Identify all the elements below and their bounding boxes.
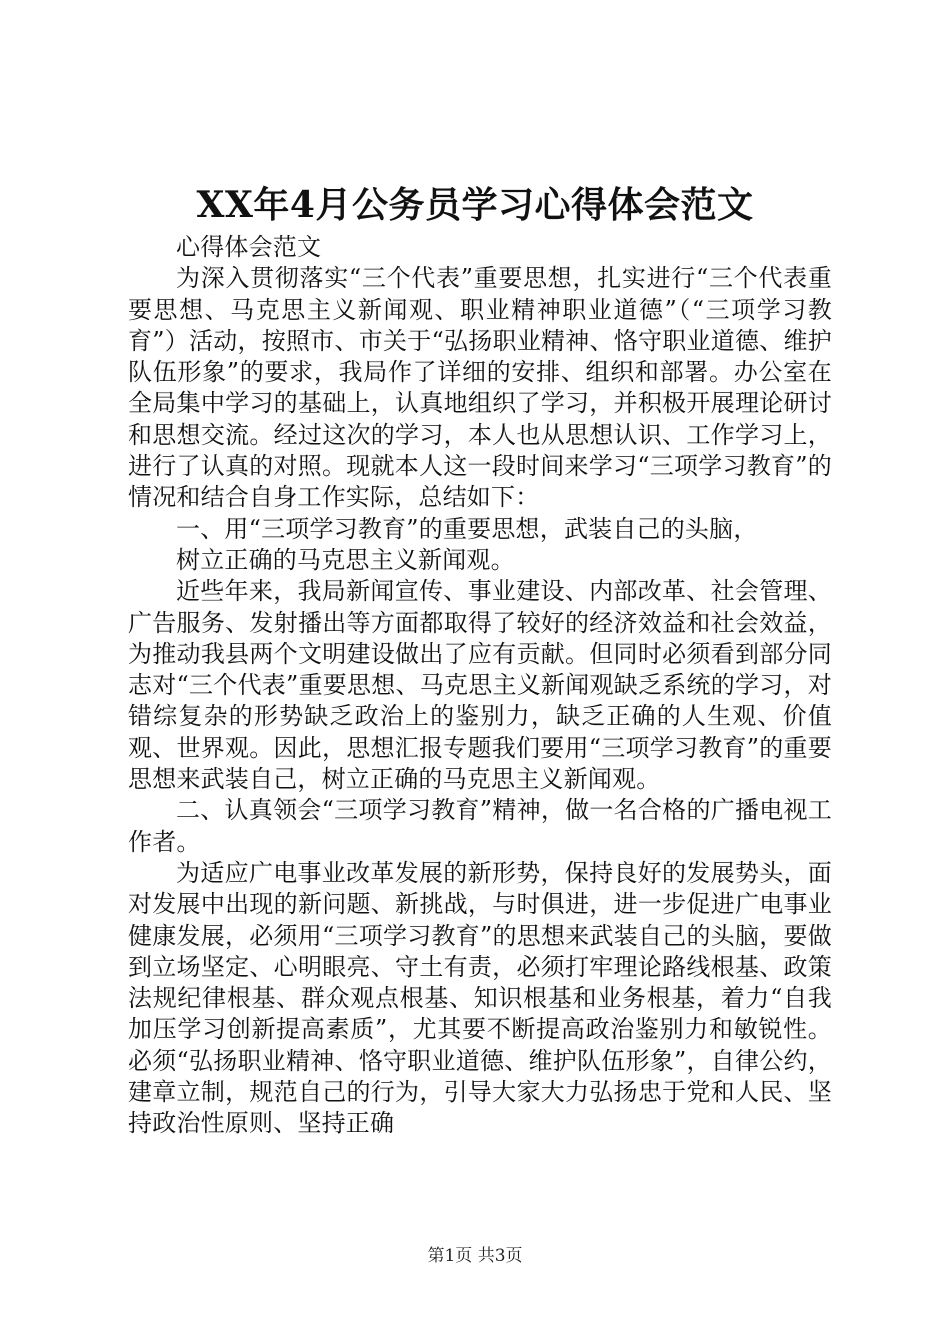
paragraph-intro: 为深入贯彻落实“三个代表”重要思想，扎实进行“三个代表重要思想、马克思主义新闻观、职业精神职业道德”（“三项学习教育”）活动，按照市、市关于“弘扬职业精神、恪守职业道德、维护队伍形象”的要求，我局作了详细的安排、组织和部署。办公室在全局集中学习的基础上，认真地组织了学习，并积极开展理论研讨和思想交流。经过这次的学习，本人也从思想认识、工作学习上，进行了认真的对照。现就本人这一段时间来学习“三项学习教育”的情况和结合自身工作实际，总结如下： [128, 264, 832, 512]
section-heading-1: 一、用“三项学习教育”的重要思想，武装自己的头脑， [176, 514, 758, 543]
paragraph-section-2: 为适应广电事业改革发展的新形势，保持良好的发展势头，面对发展中出现的新问题、新挑战，与时俱进，进一步促进广电事业健康发展，必须用“三项学习教育”的思想来武装自己的头脑，要做到立场坚定、心明眼亮、守土有责，必须打牢理论路线根基、政策法规纪律根基、群众观点根基、知识根基和业务根基，着力“自我加压学习创新提高素质”，尤其要不断提高政治鉴别力和敏锐性。必须“弘扬职业精神、恪守职业道德、维护队伍形象”，自律公约，建章立制，规范自己的行为，引导大家大力弘扬忠于党和人民、坚持政治性原则、坚持正确 [128, 858, 832, 1138]
paragraph-subtitle: 心得体会范文 [176, 233, 322, 261]
section-heading-2: 二、认真领会“三项学习教育”精神，做一名合格的广播电视工作者。 [128, 796, 832, 856]
document-title: XX年4月公务员学习心得体会范文 [196, 184, 754, 226]
document-body [128, 232, 832, 1140]
section-heading-1-continued: 树立正确的马克思主义新闻观。 [176, 545, 515, 574]
page-footer: 第1页 共3页 [427, 1246, 523, 1266]
paragraph-section-1: 近些年来，我局新闻宣传、事业建设、内部改革、社会管理、广告服务、发射播出等方面都取得了较好的经济效益和社会效益，为推动我县两个文明建设做出了应有贡献。但同时必须看到部分同志对“三个代表”重要思想、马克思主义新闻观缺乏系统的学习，对错综复杂的形势缺乏政治上的鉴别力，缺乏正确的人生观、价值观、世界观。因此，思想汇报专题我们要用“三项学习教育”的重要思想来武装自己，树立正确的马克思主义新闻观。 [128, 577, 832, 794]
